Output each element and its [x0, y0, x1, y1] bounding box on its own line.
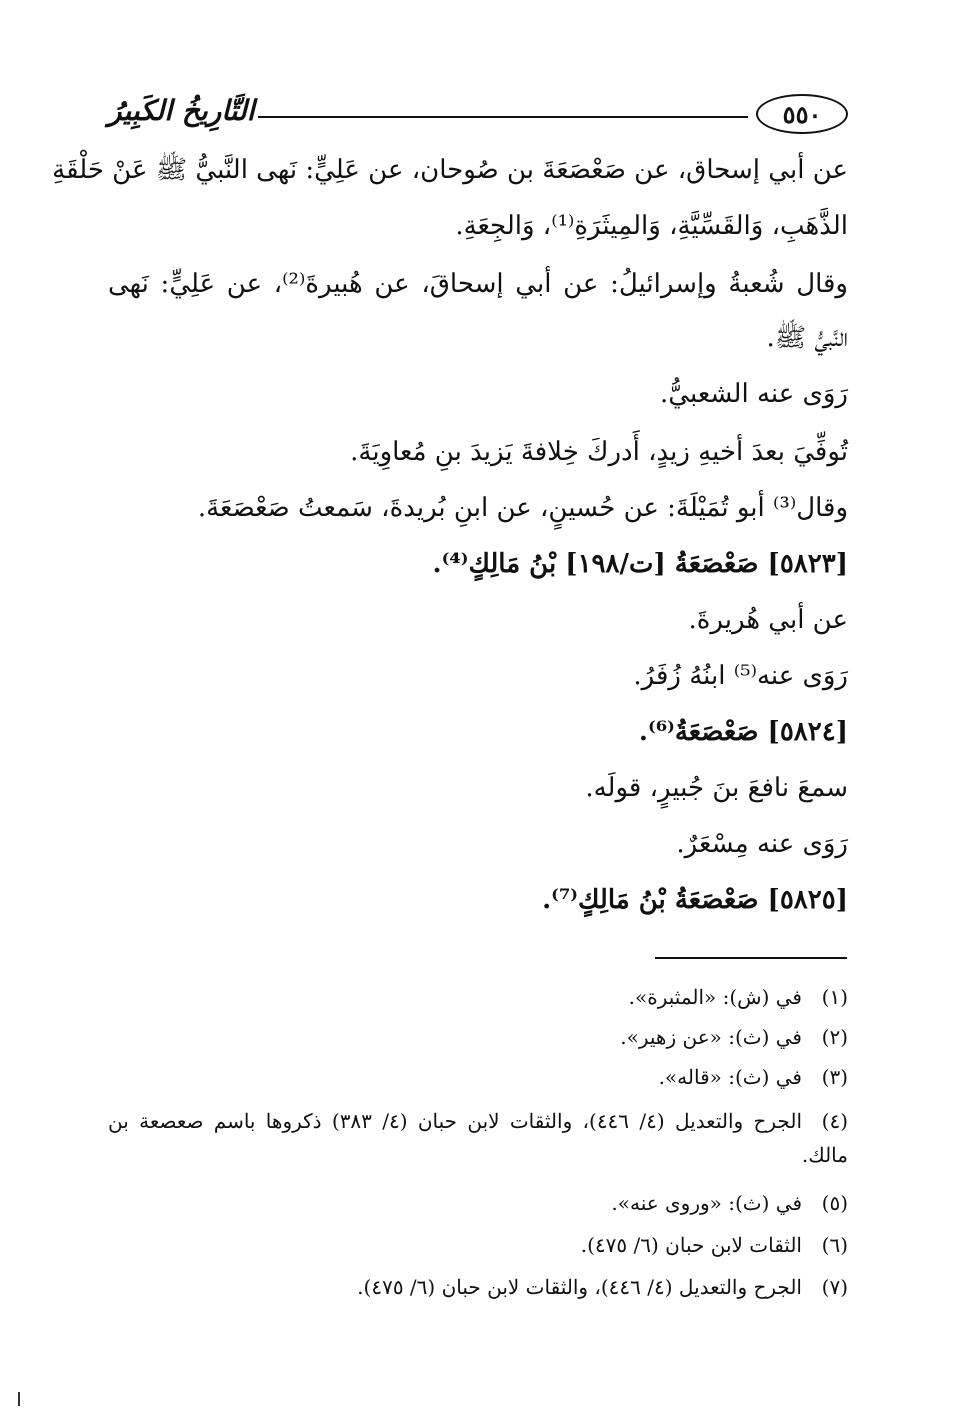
- footnote: [108, 1104, 848, 1172]
- footnote: [611, 1186, 848, 1220]
- footnote: [581, 1228, 848, 1262]
- entry-heading: [٥٨٢٤] صَعْصَعَةُ⁽⁶⁾.: [638, 717, 848, 747]
- footnote: [659, 1060, 848, 1094]
- footnote: [357, 1270, 848, 1304]
- footnote-text: في (ث): «وروى عنه».: [611, 1191, 802, 1215]
- footnote-number: (٧): [821, 1275, 848, 1299]
- footnote-text: في (ش): «المثبرة».: [628, 985, 802, 1009]
- entry-heading: [٥٨٢٥] صَعْصَعَةُ بْنُ مَالِكٍ⁽⁷⁾.: [542, 885, 848, 915]
- text-line: الذَّهَبِ، وَالقَسِّيَّةِ، وَالمِيثَرَةِ⁽¹⁾، وَالجِعَةِ.: [455, 211, 848, 241]
- page-header: [108, 92, 848, 140]
- footnote-text: في (ث): «عن زهير».: [620, 1025, 802, 1049]
- footnote-number: (٦): [821, 1233, 848, 1257]
- footnote-text: الثقات لابن حبان (٦/ ٤٧٥).: [580, 1233, 802, 1257]
- text-line: رَوَى عنه الشعبيُّ.: [660, 379, 848, 409]
- footnote-number: (٤): [821, 1109, 848, 1133]
- text-line: رَوَى عنه⁽⁵⁾ ابنُهُ زُفَرُ.: [633, 661, 848, 691]
- footnote-number: (٢): [821, 1025, 848, 1049]
- text-line: سمعَ نافعَ بنَ جُبيرٍ، قولَه.: [585, 773, 848, 803]
- page-number: ٥٥٠: [756, 94, 848, 134]
- footnote-text: في (ث): «قاله».: [658, 1065, 802, 1089]
- text-line: وقال شُعبةُ وإسرائيلُ: عن أبي إسحاقَ، عن هُبيرةَ⁽²⁾، عن عَلِيٍّ: نَهى: [108, 269, 848, 299]
- footnote-text: الجرح والتعديل (٤/ ٤٤٦)، والثقات لابن حبان (٦/ ٤٧٥).: [357, 1275, 802, 1299]
- footnote-number: (٣): [821, 1065, 848, 1089]
- text-line: وقال⁽³⁾ أبو تُمَيْلَةَ: عن حُسينٍ، عن ابنِ بُريدةَ، سَمعتُ صَعْصَعَةَ.: [197, 493, 848, 523]
- scan-mark: [18, 1392, 20, 1406]
- text-line: عن أبي إسحاق، عن صَعْصَعَةَ بن صُوحان، عن عَلِيٍّ: نَهى النَّبيُّ ﷺ عَنْ حَلْقَةِ: [52, 155, 848, 185]
- header-rule: [258, 116, 748, 118]
- footnote: [620, 1020, 848, 1054]
- footnote-rule: [655, 957, 847, 959]
- text-line: النَّبيُّ ﷺ.: [766, 323, 848, 353]
- text-line: تُوفِّيَ بعدَ أخيهِ زيدٍ، أَدركَ خِلافةَ يَزيدَ بنِ مُعاوِيَةَ.: [350, 437, 848, 467]
- text-line: عن أبي هُريرةَ.: [688, 605, 848, 635]
- footnote-number: (٥): [821, 1191, 848, 1215]
- running-title: التَّارِيخُ الكَبِيرُ: [108, 94, 255, 127]
- text-line: رَوَى عنه مِسْعَرٌ.: [676, 829, 848, 859]
- footnote-number: (١): [821, 985, 848, 1009]
- footnote: [629, 980, 848, 1014]
- entry-heading: [٥٨٢٣] صَعْصَعَةُ [ت/١٩٨] بْنُ مَالِكٍ⁽⁴⁾.: [432, 549, 848, 579]
- footnote-text: الجرح والتعديل (٤/ ٤٤٦)، والثقات لابن حبان (٤/ ٣٨٣) ذكروها باسم صعصعة بن مالك.: [108, 1109, 848, 1167]
